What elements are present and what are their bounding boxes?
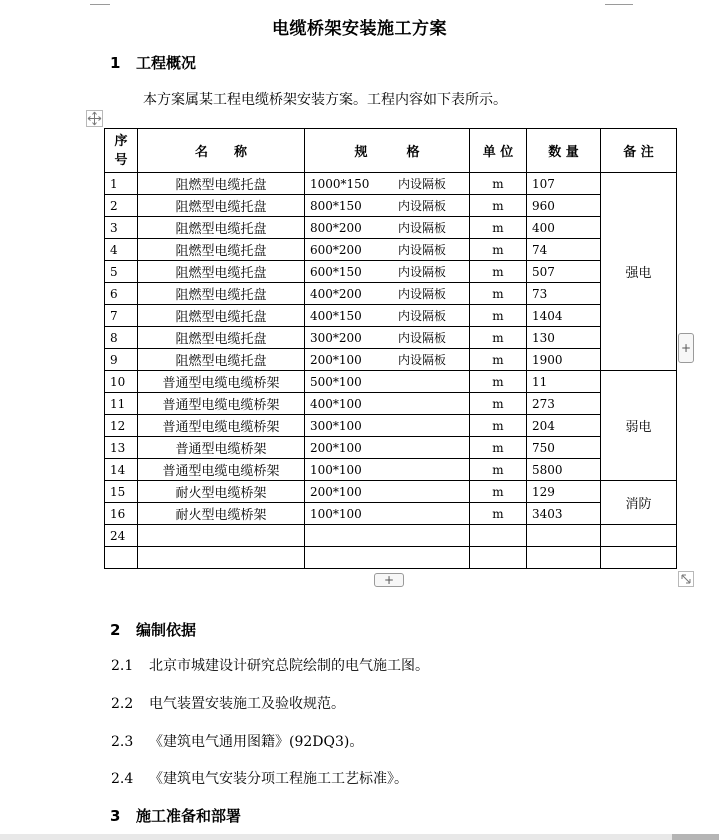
cell-qty[interactable]: 3403 [527,503,601,525]
table-row [105,305,677,327]
spec-size: 400*150 [310,309,362,323]
spec-size: 500*100 [310,374,362,389]
header-note[interactable]: 备 注 [601,129,677,173]
spec-size: 100*100 [310,462,362,477]
basis-item-text: 《建筑电气安装分项工程施工工艺标准》。 [149,771,408,787]
horizontal-scrollbar[interactable] [0,834,719,840]
cell-name[interactable]: 阻燃型电缆托盘 [138,349,305,371]
cell-seq[interactable]: 12 [105,415,138,437]
resize-diagonal-icon [679,572,693,586]
cell-spec[interactable] [305,327,470,349]
cell-qty[interactable]: 1900 [527,349,601,371]
basis-item-number: 2.1 [111,658,134,674]
cell-seq[interactable]: 11 [105,393,138,415]
section-3-title: 施工准备和部署 [136,807,242,825]
basis-item-number: 2.3 [111,734,134,750]
table-resize-handle[interactable] [678,571,694,587]
table-move-handle[interactable] [86,110,103,127]
cell-spec[interactable] [305,349,470,371]
cell-unit[interactable]: m [470,371,527,393]
table-row [105,393,677,415]
cell-unit[interactable]: m [470,349,527,371]
cell-note[interactable] [601,525,677,547]
spec-extra: 内设隔板 [398,309,447,323]
spec-size: 400*100 [310,396,362,411]
cell-seq[interactable]: 13 [105,437,138,459]
cell-unit[interactable]: m [470,503,527,525]
cell-name[interactable]: 阻燃型电缆托盘 [138,283,305,305]
cell-name[interactable]: 阻燃型电缆托盘 [138,195,305,217]
cell-name[interactable]: 耐火型电缆桥架 [138,481,305,503]
table-row [105,371,677,393]
table-row [105,261,677,283]
spec-size: 800*150 [310,199,362,213]
section-2-title: 编制依据 [136,621,197,639]
cell-name[interactable]: 普通型电缆电缆桥架 [138,393,305,415]
spec-size: 300*200 [310,331,362,345]
cell-name[interactable]: 耐火型电缆桥架 [138,503,305,525]
spec-size: 600*200 [310,243,362,257]
cell-qty[interactable]: 204 [527,415,601,437]
basis-item [111,768,408,788]
scrollbar-thumb[interactable] [672,834,719,840]
cell-name[interactable]: 普通型电缆电缆桥架 [138,415,305,437]
table-row [105,481,677,503]
cell-unit[interactable]: m [470,261,527,283]
cell-seq[interactable]: 14 [105,459,138,481]
section-3-heading [110,805,241,826]
cell-qty[interactable] [527,547,601,569]
table-row [105,327,677,349]
table-row [105,217,677,239]
page-corner-mark-left [90,0,110,5]
move-arrows-icon [87,111,102,126]
quantity-table [104,128,677,569]
cell-qty[interactable]: 960 [527,195,601,217]
cell-spec[interactable] [305,459,470,481]
section-1-intro: 本方案属某工程电缆桥架安装方案。工程内容如下表所示。 [143,92,507,108]
cell-unit[interactable]: m [470,327,527,349]
cell-seq[interactable]: 9 [105,349,138,371]
basis-item-text: 电气装置安装施工及验收规范。 [149,696,345,712]
header-seq-line2: 号 [114,152,128,168]
cell-name[interactable] [138,547,305,569]
cell-note[interactable]: 强电 [601,173,677,371]
cell-qty[interactable]: 130 [527,327,601,349]
cell-name[interactable]: 阻燃型电缆托盘 [138,327,305,349]
cell-spec[interactable] [305,481,470,503]
cell-unit[interactable]: m [470,217,527,239]
cell-seq[interactable]: 4 [105,239,138,261]
cell-name[interactable] [138,525,305,547]
cell-spec[interactable] [305,173,470,195]
cell-name[interactable]: 阻燃型电缆托盘 [138,217,305,239]
spec-extra: 内设隔板 [398,243,447,257]
cell-qty[interactable]: 507 [527,261,601,283]
add-row-button[interactable]: + [374,573,404,587]
cell-qty[interactable]: 11 [527,371,601,393]
table-row [105,525,677,547]
cell-unit[interactable]: m [470,459,527,481]
spec-size: 600*150 [310,265,362,279]
table-header-row [105,129,677,173]
cell-name[interactable]: 阻燃型电缆托盘 [138,239,305,261]
cell-seq[interactable]: 15 [105,481,138,503]
cell-seq[interactable]: 8 [105,327,138,349]
cell-qty[interactable]: 400 [527,217,601,239]
cell-qty[interactable]: 5800 [527,459,601,481]
section-3-number: 3 [110,807,121,825]
table-row [105,503,677,525]
basis-item-text: 《建筑电气通用图籍》(92DQ3)。 [149,734,364,750]
cell-spec[interactable] [305,503,470,525]
spec-extra: 内设隔板 [398,177,447,191]
header-name[interactable]: 名 称 [138,129,305,173]
cell-qty[interactable]: 1404 [527,305,601,327]
table-row [105,283,677,305]
cell-spec[interactable] [305,217,470,239]
cell-unit[interactable]: m [470,305,527,327]
basis-item-text: 北京市城建设计研究总院绘制的电气施工图。 [149,658,429,674]
spec-size: 200*100 [310,484,362,499]
cell-qty[interactable]: 73 [527,283,601,305]
basis-item-number: 2.4 [111,771,134,787]
cell-unit[interactable]: m [470,437,527,459]
spec-extra: 内设隔板 [398,265,447,279]
spec-size: 800*200 [310,221,362,235]
cell-name[interactable]: 普通型电缆桥架 [138,437,305,459]
cell-note[interactable]: 消防 [601,481,677,525]
header-qty[interactable]: 数 量 [527,129,601,173]
header-spec[interactable]: 规 格 [305,129,470,173]
header-seq[interactable] [105,129,138,173]
cell-qty[interactable]: 273 [527,393,601,415]
table-row [105,173,677,195]
cell-seq[interactable]: 24 [105,525,138,547]
spec-size: 200*100 [310,440,362,455]
basis-item [111,655,429,675]
section-1-number: 1 [110,54,121,72]
section-2-heading [110,619,196,640]
cell-unit[interactable]: m [470,415,527,437]
table-row [105,437,677,459]
document-title: 电缆桥架安装施工方案 [272,19,447,39]
cell-spec[interactable] [305,305,470,327]
table-row [105,239,677,261]
spec-extra: 内设隔板 [398,199,447,213]
basis-item [111,693,345,713]
cell-seq[interactable] [105,547,138,569]
basis-item-number: 2.2 [111,696,134,712]
cell-spec[interactable] [305,239,470,261]
basis-item [111,731,363,751]
cell-spec[interactable] [305,371,470,393]
cell-seq[interactable]: 3 [105,217,138,239]
cell-note[interactable]: 弱电 [601,371,677,481]
spec-extra: 内设隔板 [398,221,447,235]
add-column-button[interactable]: + [678,333,694,363]
cell-unit[interactable]: m [470,239,527,261]
cell-unit[interactable] [470,525,527,547]
cell-spec[interactable] [305,195,470,217]
cell-seq[interactable]: 6 [105,283,138,305]
cell-seq[interactable]: 10 [105,371,138,393]
cell-name[interactable]: 阻燃型电缆托盘 [138,261,305,283]
page-corner-mark-right [605,0,633,5]
cell-spec[interactable] [305,525,470,547]
cell-qty[interactable]: 107 [527,173,601,195]
header-seq-line1: 序 [114,133,128,149]
cell-note[interactable] [601,547,677,569]
cell-unit[interactable]: m [470,393,527,415]
section-1-title: 工程概况 [136,54,197,72]
cell-qty[interactable]: 750 [527,437,601,459]
spec-size: 1000*150 [310,177,370,191]
cell-spec[interactable] [305,437,470,459]
cell-seq[interactable]: 16 [105,503,138,525]
cell-name[interactable]: 普通型电缆电缆桥架 [138,371,305,393]
spec-size: 100*100 [310,506,362,521]
cell-spec[interactable] [305,283,470,305]
cell-seq[interactable]: 7 [105,305,138,327]
header-unit[interactable]: 单 位 [470,129,527,173]
cell-seq[interactable]: 5 [105,261,138,283]
cell-qty[interactable] [527,525,601,547]
cell-name[interactable]: 阻燃型电缆托盘 [138,173,305,195]
table-row [105,459,677,481]
table-row [105,415,677,437]
spec-size: 300*100 [310,418,362,433]
cell-unit[interactable] [470,547,527,569]
spec-extra: 内设隔板 [398,353,447,367]
table-row [105,195,677,217]
table-row [105,349,677,371]
cell-spec[interactable] [305,547,470,569]
cell-spec[interactable] [305,261,470,283]
spec-extra: 内设隔板 [398,331,447,345]
spec-size: 200*100 [310,353,362,367]
cell-qty[interactable]: 129 [527,481,601,503]
spec-extra: 内设隔板 [398,287,447,301]
cell-seq[interactable]: 1 [105,173,138,195]
cell-spec[interactable] [305,393,470,415]
cell-name[interactable]: 阻燃型电缆托盘 [138,305,305,327]
cell-unit[interactable]: m [470,173,527,195]
cell-unit[interactable]: m [470,195,527,217]
cell-qty[interactable]: 74 [527,239,601,261]
cell-seq[interactable]: 2 [105,195,138,217]
table-row [105,547,677,569]
cell-name[interactable]: 普通型电缆电缆桥架 [138,459,305,481]
cell-spec[interactable] [305,415,470,437]
cell-unit[interactable]: m [470,481,527,503]
section-2-number: 2 [110,621,121,639]
spec-size: 400*200 [310,287,362,301]
cell-unit[interactable]: m [470,283,527,305]
section-1-heading [110,52,196,73]
